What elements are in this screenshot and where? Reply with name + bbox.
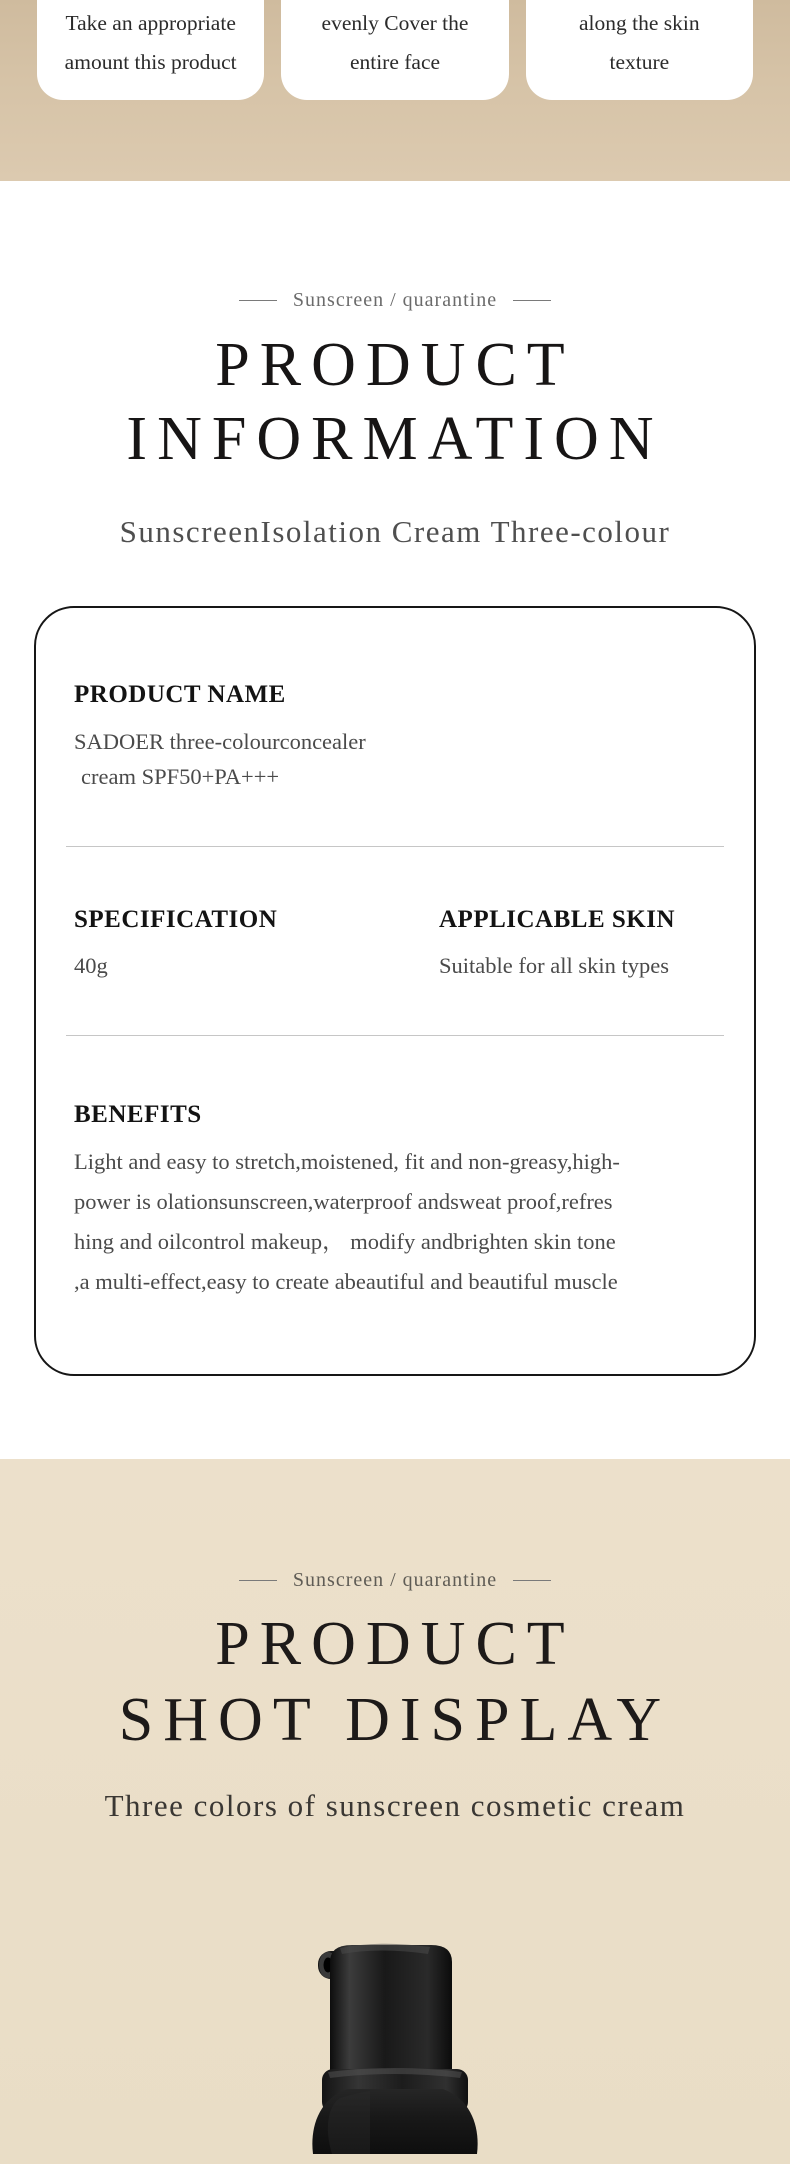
applicable-skin-block xyxy=(439,905,724,983)
section-title-line: INFORMATION xyxy=(126,405,664,473)
specification-label: SPECIFICATION xyxy=(74,906,278,933)
section-title-line: PRODUCT xyxy=(215,331,575,399)
step-card-line: Take an appropriate xyxy=(65,11,236,35)
benefits-text xyxy=(74,1142,724,1302)
benefits-label: BENEFITS xyxy=(74,1101,202,1128)
section-title xyxy=(0,1606,790,1758)
tagline-dash-left-icon xyxy=(239,1580,277,1581)
usage-step-card-2 xyxy=(281,0,508,100)
spec-skin-row xyxy=(36,905,754,983)
step-card-line: texture xyxy=(609,50,670,74)
benefits-line: Light and easy to stretch,moistened, fit and non-greasy,high- xyxy=(74,1149,620,1174)
product-name-line: SADOER three-colourconcealer xyxy=(74,729,366,754)
product-name-line: cream SPF50+PA+++ xyxy=(81,764,280,789)
applicable-skin-label: APPLICABLE SKIN xyxy=(439,906,676,933)
step-card-line: evenly Cover the xyxy=(321,11,469,35)
benefits-block xyxy=(36,1100,754,1302)
pump-bottle-graphic xyxy=(310,1938,480,2154)
specification-block xyxy=(74,905,439,983)
step-card-line: entire face xyxy=(349,50,441,74)
tagline-dash-right-icon xyxy=(513,1580,551,1581)
product-information-section xyxy=(0,181,790,1459)
section-tagline xyxy=(0,289,790,312)
card-divider xyxy=(66,846,724,847)
benefits-line: hing and oilcontrol makeup， modify andbrighten skin tone xyxy=(74,1229,616,1254)
product-bottle-image xyxy=(310,1938,480,2154)
benefits-line: ,a multi-effect,easy to create abeautiful and beautiful muscle xyxy=(74,1269,618,1294)
section-title-line: PRODUCT xyxy=(215,1610,575,1678)
usage-step-cards xyxy=(0,0,790,100)
product-name-label: PRODUCT NAME xyxy=(74,681,286,708)
specification-value: 40g xyxy=(74,953,108,978)
product-name-block xyxy=(36,680,754,794)
section-title xyxy=(0,328,790,476)
applicable-skin-value: Suitable for all skin types xyxy=(439,953,669,978)
card-divider xyxy=(66,1035,724,1036)
section-title-line: SHOT DISPLAY xyxy=(118,1686,672,1754)
section-subtitle: Three colors of sunscreen cosmetic cream xyxy=(104,1788,686,1823)
tagline-dash-left-icon xyxy=(239,300,277,301)
usage-step-card-1 xyxy=(37,0,264,100)
tagline-dash-right-icon xyxy=(513,300,551,301)
product-name-value xyxy=(74,724,724,794)
step-card-line: along the skin xyxy=(579,11,700,35)
benefits-line: power is olationsunscreen,waterproof andsweat proof,refres xyxy=(74,1189,613,1214)
tagline-text: Sunscreen / quarantine xyxy=(292,289,498,311)
tagline-text: Sunscreen / quarantine xyxy=(292,1569,498,1591)
hero-strip xyxy=(0,0,790,181)
section-tagline xyxy=(0,1569,790,1592)
product-info-card xyxy=(34,606,756,1376)
section-subtitle: SunscreenIsolation Cream Three-colour xyxy=(119,514,671,549)
product-shot-section xyxy=(0,1459,790,2164)
usage-step-card-3 xyxy=(526,0,753,100)
step-card-line: amount this product xyxy=(64,50,237,74)
